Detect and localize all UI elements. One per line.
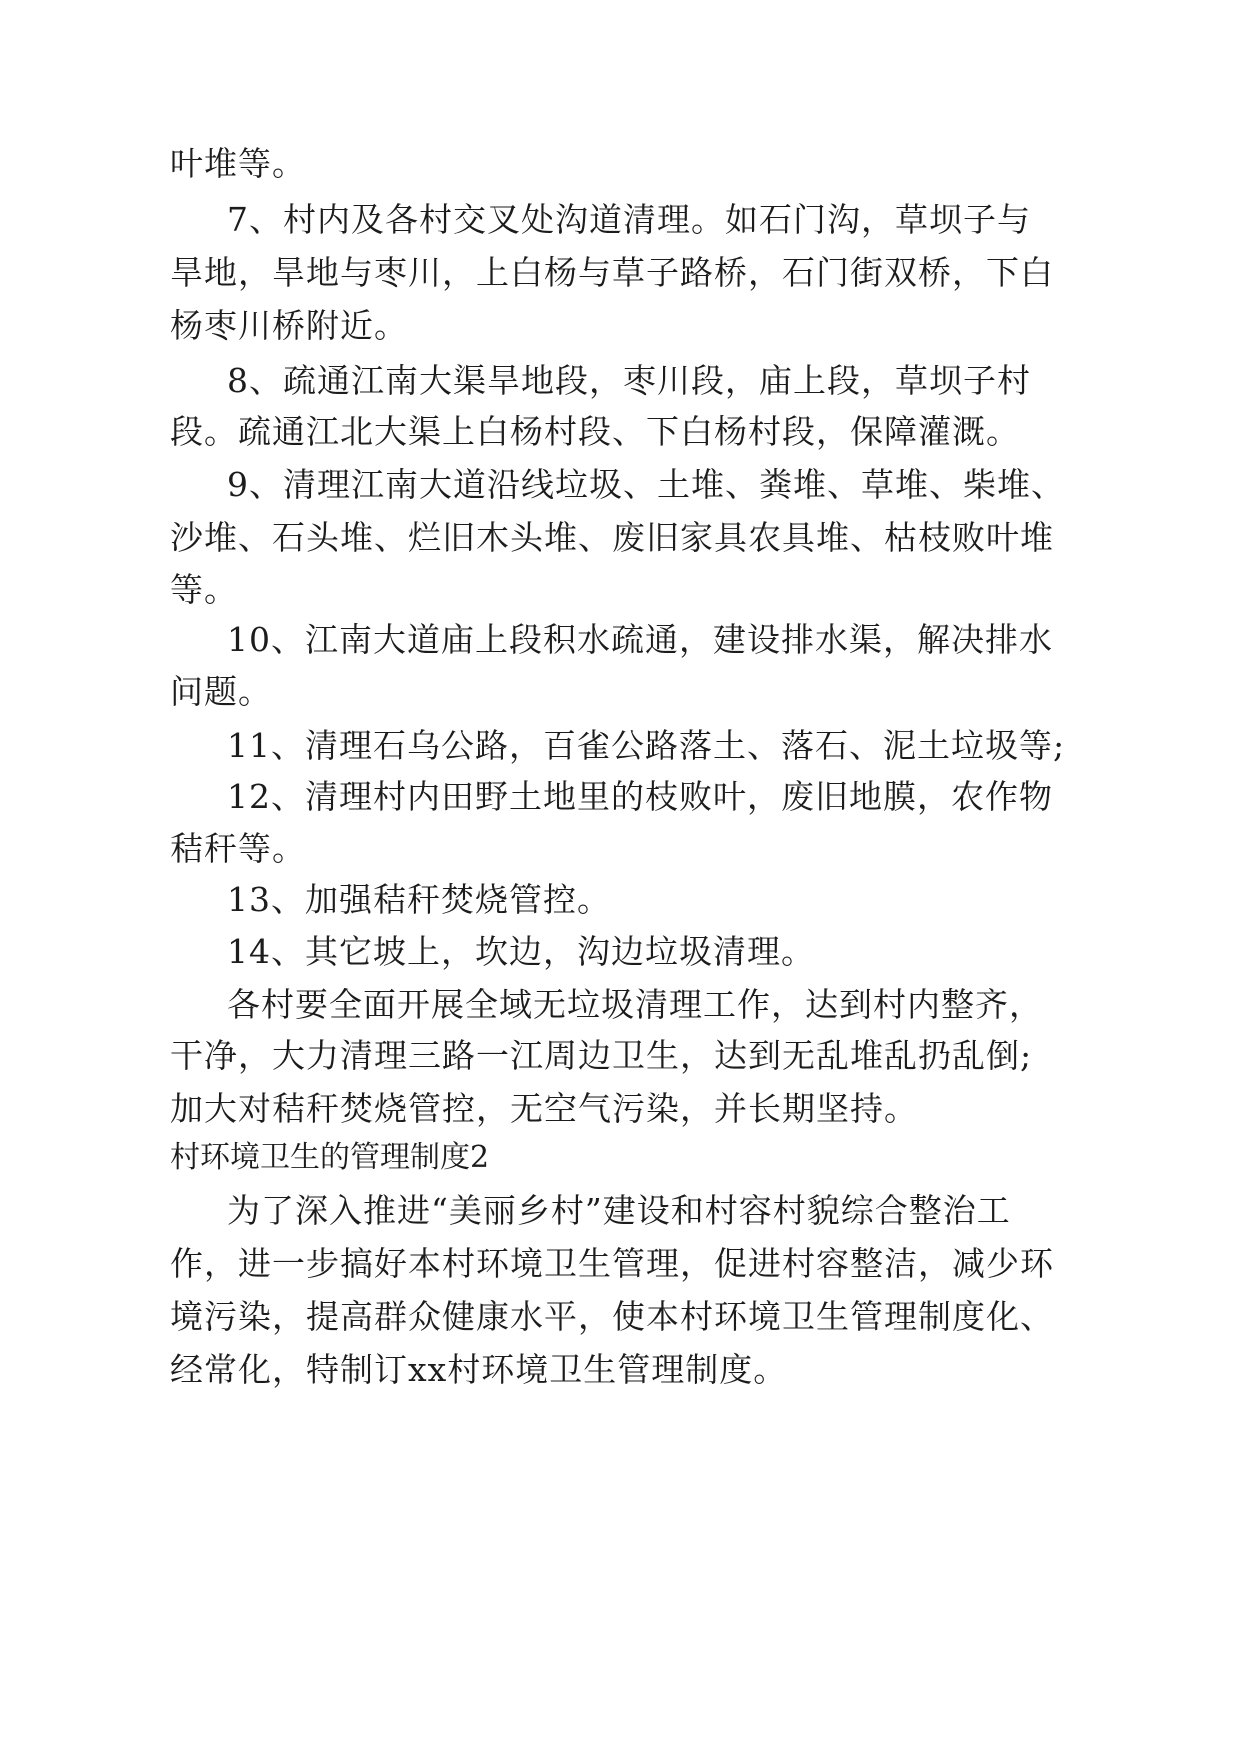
text-line: 各村要全面开展全域无垃圾清理工作，达到村内整齐， bbox=[227, 985, 1043, 1024]
text-line: 叶堆等。 bbox=[170, 144, 306, 183]
text-line: 11、清理石乌公路，百雀公路落土、落石、泥土垃圾等; bbox=[227, 726, 1066, 765]
text-line: 为了深入推进“美丽乡村”建设和村容村貌综合整治工 bbox=[227, 1191, 1011, 1230]
text-line: 沙堆、石头堆、烂旧木头堆、废旧家具农具堆、枯枝败叶堆 bbox=[170, 518, 1054, 557]
text-line: 8、疏通江南大渠旱地段，枣川段，庙上段，草坝子村 bbox=[227, 361, 1031, 400]
text-line: 10、江南大道庙上段积水疏通，建设排水渠，解决排水 bbox=[227, 620, 1053, 659]
text-line: 14、其它坡上，坎边，沟边垃圾清理。 bbox=[227, 932, 815, 971]
text-line: 13、加强秸秆焚烧管控。 bbox=[227, 880, 611, 919]
text-line: 作，进一步搞好本村环境卫生管理，促进村容整洁，减少环 bbox=[170, 1244, 1054, 1283]
text-line: 9、清理江南大道沿线垃圾、土堆、粪堆、草堆、柴堆、 bbox=[227, 465, 1065, 504]
text-line: 经常化，特制订xx村环境卫生管理制度。 bbox=[170, 1350, 788, 1389]
text-line: 12、清理村内田野土地里的枝败叶，废旧地膜，农作物 bbox=[227, 777, 1053, 816]
text-line: 干净，大力清理三路一江周边卫生，达到无乱堆乱扔乱倒; bbox=[170, 1036, 1033, 1075]
text-line: 旱地，旱地与枣川，上白杨与草子路桥，石门街双桥，下白 bbox=[170, 253, 1054, 292]
text-line: 问题。 bbox=[170, 672, 272, 711]
text-line: 秸秆等。 bbox=[170, 829, 306, 868]
text-line: 7、村内及各村交叉处沟道清理。如石门沟，草坝子与 bbox=[227, 200, 1031, 239]
text-line: 段。疏通江北大渠上白杨村段、下白杨村段，保障灌溉。 bbox=[170, 412, 1020, 451]
section-title: 村环境卫生的管理制度2 bbox=[170, 1140, 490, 1175]
text-line: 境污染，提高群众健康水平，使本村环境卫生管理制度化、 bbox=[170, 1297, 1054, 1336]
text-line: 加大对秸秆焚烧管控，无空气污染，并长期坚持。 bbox=[170, 1089, 918, 1128]
text-line: 等。 bbox=[170, 570, 238, 609]
text-line: 杨枣川桥附近。 bbox=[170, 306, 408, 345]
